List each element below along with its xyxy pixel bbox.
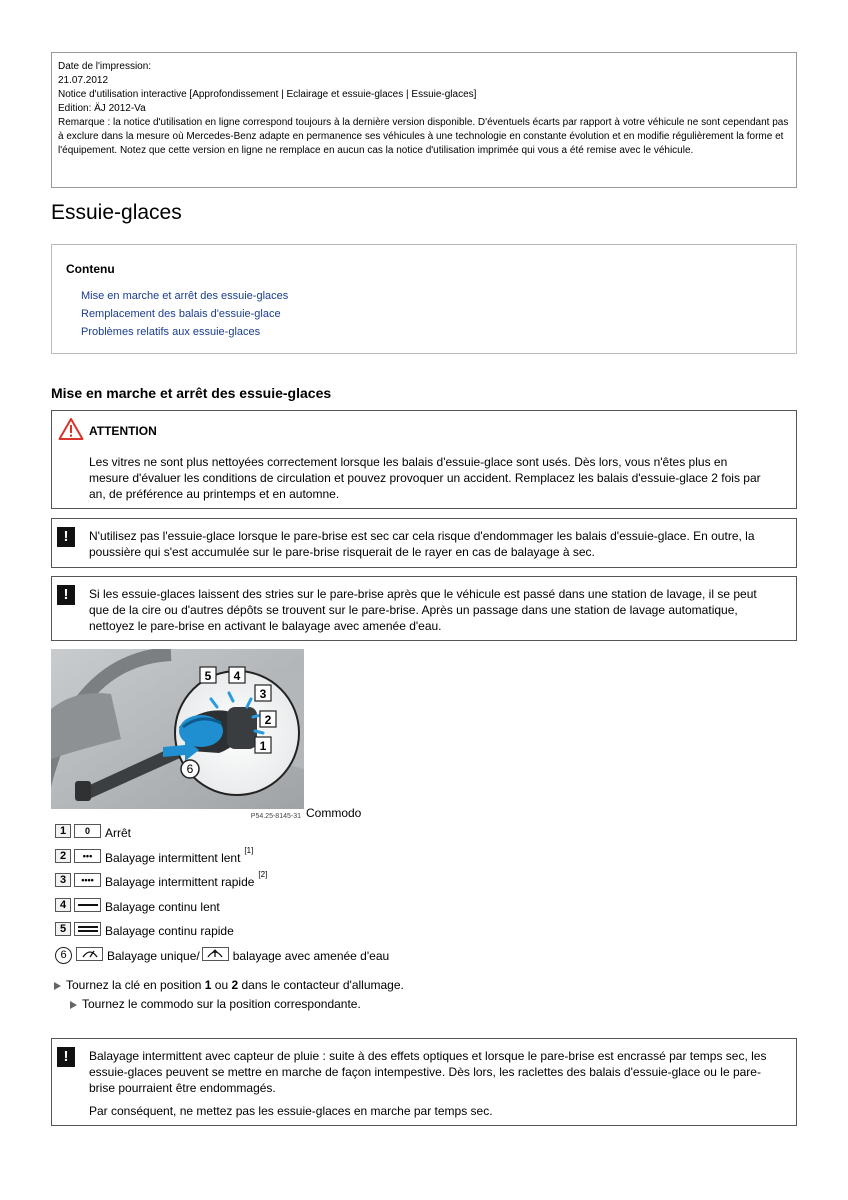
legend-text: balayage avec amenée d'eau (232, 948, 390, 963)
attention-box (51, 410, 797, 509)
step-text: ou (211, 978, 232, 992)
legend-number: 1 (55, 824, 71, 838)
figure-label-2: 2 (264, 713, 272, 727)
legend-text: Balayage intermittent rapide (105, 875, 255, 890)
exclamation-icon: ! (57, 1047, 75, 1067)
print-info-box (51, 52, 797, 188)
caution-box-rain-sensor (51, 1038, 797, 1126)
figure-label-3: 3 (259, 687, 267, 701)
legend-item (55, 922, 389, 947)
toc-link-problems[interactable]: Problèmes relatifs aux essuie-glaces (81, 326, 261, 338)
wash-wipe-icon (202, 947, 229, 961)
intermittent-fast-symbol-icon: •••• (74, 873, 101, 887)
print-date: 21.07.2012 (58, 75, 109, 86)
step-arrow-icon (54, 982, 61, 990)
figure-label-4: 4 (233, 669, 241, 683)
instruction-step (54, 978, 404, 992)
footnote-ref[interactable]: [2] (258, 870, 268, 880)
off-symbol-icon: 0 (74, 824, 101, 838)
legend-number: 6 (55, 947, 72, 964)
caution-box-car-wash (51, 576, 797, 641)
toc-box (51, 244, 797, 354)
legend-number: 2 (55, 849, 71, 863)
intermittent-slow-symbol-icon: ••• (74, 849, 101, 863)
figure-label-6: 6 (186, 762, 194, 776)
caution-box-dry-windshield (51, 518, 797, 568)
step-text: dans le contacteur d'allumage. (238, 978, 404, 992)
toc-heading: Contenu (66, 262, 115, 276)
caution-text: Si les essuie-glaces laissent des stries sur le pare-brise après que le véhicule est passé dans une station de lavage, il se peut que de la cire ou d'autres dépôts se trouvent sur le pare-brise. Après un passage dans une station de lavage automatique, nettoyez le pare-brise en activant le balayage avec amenée d'eau. (89, 587, 757, 633)
figure-code: P54.25-8145-31 (250, 813, 301, 820)
legend-item (55, 845, 389, 874)
exclamation-icon: ! (57, 585, 75, 605)
legend-text: Balayage unique/ (107, 948, 200, 963)
section-title: Mise en marche et arrêt des essuie-glaces (51, 385, 332, 401)
print-edition: Edition: ÄJ 2012-Va (58, 103, 146, 114)
legend-text: Balayage continu lent (105, 899, 220, 914)
legend-number: 3 (55, 873, 71, 887)
attention-text: Les vitres ne sont plus nettoyées correctement lorsque les balais d'essuie-glace sont usés. Dès lors, vous n'êtes plus en mesure d'évaluer les conditions de circulation et pouvez provoquer un accident. Remplacez les balais d'essuie-glace 2 fois par an, de préférence au printemps et en automne. (89, 455, 761, 501)
footnote-ref[interactable]: [1] (244, 845, 254, 855)
legend-text: Balayage continu rapide (105, 924, 234, 939)
figure-caption: Commodo (306, 806, 362, 820)
caution-text: Balayage intermittent avec capteur de pluie : suite à des effets optiques et lorsque le pare-brise est encrassé par temps sec, les essuie-glaces peuvent se mettre en marche de façon intempestive. Dès lors, les raclettes des balais d'essuie-glace ou le pare-brise pourraient être endommagés. (89, 1049, 767, 1095)
attention-title: ATTENTION (89, 424, 157, 438)
legend-text: Arrêt (105, 826, 132, 840)
step-position-2: 2 (231, 978, 239, 992)
exclamation-icon: ! (57, 527, 75, 547)
caution-text: Par conséquent, ne mettez pas les essuie-glaces en marche par temps sec. (89, 1104, 493, 1118)
legend-item (55, 870, 389, 898)
combination-switch-illustration (51, 649, 304, 821)
figure-label-5: 5 (204, 669, 212, 683)
legend-item (55, 898, 389, 923)
step-text: Tournez le commodo sur la position correspondante. (82, 997, 361, 1011)
print-remark: Remarque : la notice d'utilisation en ligne correspond toujours à la dernière version disponible. D'éventuels écarts par rapport à votre véhicule ne sont cependant pas à exclure dans la mesure où Mercedes-Benz adapte en permanence ses véhicules à une technologie en constante évolution et en modifie régulièrement la forme et l'équipement. Notez que cette version en ligne ne remplace en aucun cas la notice d'utilisation imprimée qui vous a été remise avec le véhicule. (58, 117, 789, 156)
page-title: Essuie-glaces (51, 201, 182, 224)
legend-number: 5 (55, 922, 71, 936)
step-position-1: 1 (204, 978, 212, 992)
legend-number: 4 (55, 898, 71, 912)
legend-item (55, 824, 389, 849)
caution-text: N'utilisez pas l'essuie-glace lorsque le pare-brise est sec car cela risque d'endommager les balais d'essuie-glace. En outre, la poussière qui s'est accumulée sur le pare-brise risquerait de le rayer en cas de balayage à sec. (89, 529, 755, 559)
continuous-fast-symbol-icon (74, 922, 101, 936)
warning-triangle-icon (58, 417, 84, 441)
toc-link-replace-blades[interactable]: Remplacement des balais d'essuie-glace (81, 308, 281, 320)
legend-item (55, 947, 389, 972)
instruction-substep (70, 997, 361, 1011)
print-breadcrumb: Notice d'utilisation interactive [Approfondissement | Eclairage et essuie-glaces | Essuie-glaces] (58, 89, 477, 100)
continuous-slow-symbol-icon (74, 898, 101, 912)
print-date-label: Date de l'impression: (58, 61, 152, 72)
toc-link-start-stop[interactable]: Mise en marche et arrêt des essuie-glaces (81, 290, 289, 302)
switch-position-legend (55, 824, 389, 972)
step-arrow-icon (70, 1001, 77, 1009)
single-wipe-icon (76, 947, 103, 961)
figure-label-1: 1 (259, 739, 267, 753)
legend-text: Balayage intermittent lent (105, 850, 241, 865)
step-text: Tournez la clé en position (66, 978, 205, 992)
